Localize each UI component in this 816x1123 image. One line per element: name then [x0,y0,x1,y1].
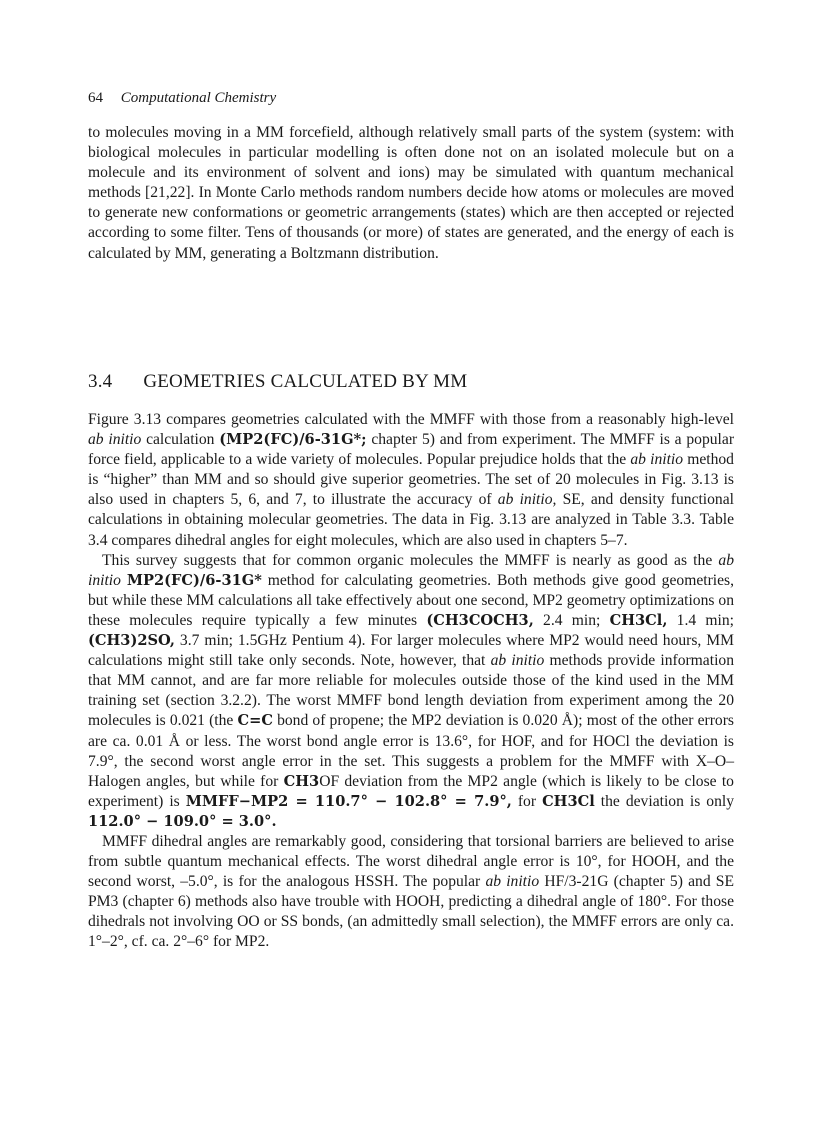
text-run: This survey suggests that for common organic molecules the MMFF is nearly as good as the [102,551,719,569]
italic-term: ab initio [88,551,734,589]
method-formula: (MP2(FC)/6-31G*; [219,431,367,449]
section-number: 3.4 [88,371,113,392]
section-body [88,410,734,953]
text-run: SE, and density functional calculations in obtaining molecular geometries. The data in Fig. 3.13 are analyzed in Table 3.3. Table 3.4 compares dihedral angles for eight molecules, which are also used in chapters 5–7. [88,491,734,549]
italic-term: ab initio [490,652,545,670]
text-run: HF/3-21G (chapter 5) and SE PM3 (chapter 6) methods also have trouble with HOOH, predicting a dihedral angle of 180°. For those dihedrals not involving OO or SS bonds, (an admittedly small selection), the MMFF errors are only ca. 1°–2°, cf. ca. 2°–6° for MP2. [88,873,735,951]
italic-term: ab initio [630,451,684,469]
chemical-formula: (CH3COCH3, [426,611,534,629]
italic-term: ab initio [88,431,142,449]
text-run: methods provide information that MM cannot, and are far more reliable for molecules outside those of the kind used in the MM training set (section 3.2.2). The worst MMFF bond length deviation from experiment among the 20 molecules is 0.021 (the [88,652,734,730]
text-run: calculation [141,431,220,449]
text-run: MMFF dihedral angles are remarkably good, considering that torsional barriers are believed to arise from subtle quantum mechanical effects. The worst dihedral angle error is 10°, for HOOH, and the second worst, –5.0°, is for the analogous HSSH. The popular [88,832,734,891]
equation: 112.0° − 109.0° = 3.0°. [88,812,277,830]
text-run: 1.4 min; [667,611,734,629]
text-run: OF deviation from the MP2 angle (which is likely to be close to experiment) is [88,772,734,810]
italic-term: ab initio [485,873,540,891]
running-header [88,88,276,108]
section-heading [88,370,467,394]
text-run: bond of propene; the MP2 deviation is 0.020 Å); most of the other errors are ca. 0.01 Å or less. The worst bond angle error is 13.6°, for HOF, and for HOCl the deviation is 7.9°, the second worst angle error in the set. This suggests a problem for the MMFF with X–O–Halogen angles, but while for [88,712,734,790]
paragraph-survey [88,551,734,832]
text-run: Figure 3.13 compares geometries calculated with the MMFF with those from a reasonably high-level [88,411,734,428]
intro-paragraph-block [88,123,734,264]
chemical-formula: C=C [237,712,273,730]
paragraph-dihedral-angles [88,832,734,953]
text-run: method for calculating geometries. Both methods give good geometries, but while these MM calculations all take effectively about one second, MP2 geometry optimizations on these molecules require typically a few minutes [88,571,734,629]
chemical-formula: (CH3)2SO, [88,632,175,650]
book-title: Computational Chemistry [120,90,277,106]
text-run: for [511,792,543,810]
text-run: the deviation is only [594,792,735,810]
method-formula: MP2(FC)/6-31G* [126,571,262,589]
text-run: 3.7 min; 1.5GHz Pentium 4). For larger molecules where MP2 would need hours, MM calculations might still take only seconds. Note, however, that [88,632,734,670]
chemical-formula: CH3 [283,772,320,790]
italic-term: ab initio, [497,491,557,509]
text-run: chapter 5) and from experiment. The MMFF is a popular force field, applicable to a wide variety of molecules. Popular prejudice holds that the [88,431,735,469]
text-run: method is “higher” than MM and so should give superior geometries. The set of 20 molecules in Fig. 3.13 is also used in chapters 5, 6, and 7, to illustrate the accuracy of [88,451,734,509]
equation: MMFF−MP2 = 110.7° − 102.8° = 7.9°, [185,792,512,810]
chemical-formula: CH3Cl, [609,611,668,629]
chemical-formula: CH3Cl [542,792,595,810]
section-title: GEOMETRIES CALCULATED BY MM [143,371,468,392]
page-number: 64 [88,90,103,106]
text-run: 2.4 min; [533,611,610,629]
paragraph-geometries-comparison [88,410,734,551]
intro-paragraph: to molecules moving in a MM forcefield, although relatively small parts of the system (system: with biological molecules in particular modelling is often done not on an isolated molecule but on a molecule and its environment of solvent and ions) may be simulated with quantum mechanical methods [21,22]. In Monte Carlo methods random numbers decide how atoms or molecules are moved to generate new conformations or geometric arrangements (states) which are then accepted or rejected according to some filter. Tens of thousands (or more) of states are generated, and the energy of each is calculated by MM, generating a Boltzmann distribution. [88,124,734,262]
